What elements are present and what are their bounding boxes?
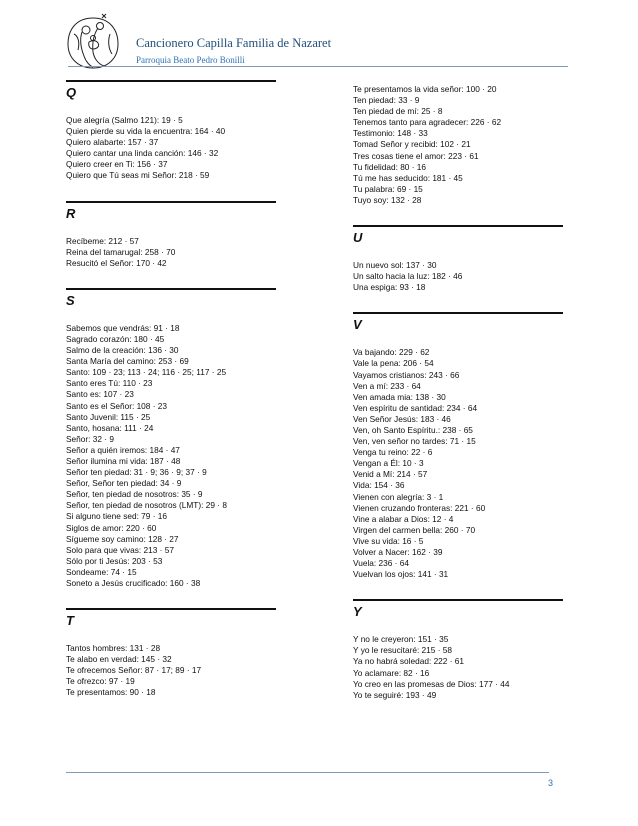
- index-entry: Sígueme soy camino: 128 · 27: [66, 533, 179, 544]
- index-entry: Vengan a Él: 10 · 3: [353, 458, 424, 469]
- section-s: [66, 288, 276, 589]
- index-entry: Testimonio: 148 · 33: [353, 128, 428, 139]
- index-entry: Una espiga: 93 · 18: [353, 282, 426, 293]
- index-entry: Señor, Señor ten piedad: 34 · 9: [66, 478, 182, 489]
- index-entry: Volver a Nacer: 162 · 39: [353, 547, 443, 557]
- left-column: [66, 80, 276, 699]
- index-entry: Vienen cruzando fronteras: 221 · 60: [353, 502, 486, 513]
- section-heading: Y: [353, 599, 563, 620]
- index-entry: Ven Señor Jesús: 183 · 46: [353, 413, 451, 424]
- index-entry: Te ofrecemos Señor: 87 · 17; 89 · 17: [66, 665, 202, 676]
- index-entry: Ven, ven señor no tardes: 71 · 15: [353, 436, 476, 447]
- section-v: [353, 312, 563, 580]
- section-t-continued: [353, 84, 563, 206]
- index-entry: Salmo de la creación: 136 · 30: [66, 345, 179, 356]
- index-entry: Señor ten piedad: 31 · 9; 36 · 9; 37 · 9: [66, 467, 207, 478]
- index-entry: Tu fidelidad: 80 · 16: [353, 161, 427, 172]
- index-entry: Un nuevo sol: 137 · 30: [353, 260, 437, 271]
- index-entry: Siglos de amor: 220 · 60: [66, 522, 157, 533]
- index-entry: Yo creo en las promesas de Dios: 177 · 44: [353, 678, 510, 689]
- index-entry: Santo, hosana: 111 · 24: [66, 422, 154, 433]
- index-entry: Vida: 154 · 36: [353, 480, 405, 491]
- section-heading: V: [353, 312, 563, 333]
- index-entry: Quien pierde su vida la encuentra: 164 · 40: [66, 126, 226, 137]
- index-entry: Tantos hombres: 131 · 28: [66, 643, 161, 654]
- index-entry: Santa María del camino: 253 · 69: [66, 356, 189, 367]
- index-entry: Soneto a Jesús crucificado: 160 · 38: [66, 578, 201, 588]
- index-entry: Vuelvan los ojos: 141 · 31: [353, 569, 449, 580]
- index-entry: Que alegría (Salmo 121): 19 · 5: [66, 115, 183, 125]
- index-entry: Vienen con alegría: 3 · 1: [353, 491, 444, 502]
- section-u: [353, 225, 563, 293]
- section-heading: S: [66, 288, 276, 309]
- index-entry: Vuela: 236 · 64: [353, 558, 409, 569]
- section-q: [66, 80, 276, 182]
- index-entry: Venga tu reino: 22 · 6: [353, 447, 433, 458]
- section-heading: Q: [66, 80, 276, 101]
- index-entry: Sagrado corazón: 180 · 45: [66, 333, 165, 344]
- index-entry: Vale la pena: 206 · 54: [353, 358, 434, 369]
- index-entry: Ven espíritu de santidad: 234 · 64: [353, 402, 478, 413]
- index-entry: Te presentamos la vida señor: 100 · 20: [353, 84, 497, 94]
- index-entry: Santo eres Tú: 110 · 23: [66, 378, 153, 389]
- right-column: [353, 84, 563, 701]
- index-entry: Tu palabra: 69 · 15: [353, 183, 423, 194]
- index-entry: Tomad Señor y recibid: 102 · 21: [353, 139, 471, 150]
- index-entry: Ven amada mia: 138 · 30: [353, 391, 446, 402]
- index-entry: Y no le creyeron: 151 · 35: [353, 634, 449, 645]
- index-entry: Venid a Mí: 214 · 57: [353, 469, 428, 480]
- index-entry: Un salto hacia la luz: 182 · 46: [353, 271, 463, 282]
- index-entry: Quiero cantar una linda canción: 146 · 32: [66, 148, 219, 159]
- index-entry: Señor a quién iremos: 184 · 47: [66, 444, 180, 455]
- index-entry: Solo para que vivas: 213 · 57: [66, 544, 174, 555]
- index-entry: Ven, oh Santo Espíritu.: 238 · 65: [353, 424, 473, 435]
- holy-family-logo-icon: [62, 12, 124, 72]
- index-entry: Ya no habrá soledad: 222 · 61: [353, 656, 465, 667]
- index-entry: Va bajando: 229 · 62: [353, 347, 430, 358]
- index-entry: Tenemos tanto para agradecer: 226 · 62: [353, 117, 502, 128]
- index-entry: Quiero alabarte: 157 · 37: [66, 137, 159, 148]
- section-t: [66, 608, 276, 698]
- index-entry: Virgen del carmen bella: 260 · 70: [353, 524, 476, 535]
- section-heading: T: [66, 608, 276, 629]
- index-entry: Tuyo soy: 132 · 28: [353, 194, 422, 205]
- index-entry: Sondeame: 74 · 15: [66, 566, 137, 577]
- index-entry: Santo Juvenil: 115 · 25: [66, 411, 151, 422]
- index-entry: Y yo le resucitaré: 215 · 58: [353, 645, 453, 656]
- index-entry: Señor, ten piedad de nosotros (LMT): 29 · 8: [66, 500, 227, 511]
- index-entry: Quiero que Tú seas mi Señor: 218 · 59: [66, 170, 210, 181]
- index-entry: Ven a mí: 233 · 64: [353, 380, 421, 391]
- index-entry: Tú me has seducido: 181 · 45: [353, 172, 463, 183]
- index-entry: Yo te seguiré: 193 · 49: [353, 689, 437, 700]
- index-entry: Vayamos cristianos: 243 · 66: [353, 369, 460, 380]
- index-entry: Te presentamos: 90 · 18: [66, 687, 156, 698]
- section-y: [353, 599, 563, 701]
- index-entry: Señor: 32 · 9: [66, 433, 114, 444]
- section-heading: U: [353, 225, 563, 246]
- page-subtitle: Parroquia Beato Pedro Bonilli: [136, 55, 245, 65]
- section-heading: R: [66, 201, 276, 222]
- index-entry: Tres cosas tiene el amor: 223 · 61: [353, 150, 479, 161]
- section-r: [66, 201, 276, 269]
- index-entry: Señor ilumina mi vida: 187 · 48: [66, 455, 181, 466]
- index-entry: Si alguno tiene sed: 79 · 16: [66, 511, 168, 522]
- index-entry: Reina del tamarugal: 258 · 70: [66, 246, 176, 257]
- index-entry: Vine a alabar a Dios: 12 · 4: [353, 513, 454, 524]
- header-divider: [68, 66, 568, 67]
- index-entry: Santo es el Señor: 108 · 23: [66, 400, 168, 411]
- index-entry: Santo es: 107 · 23: [66, 389, 134, 400]
- index-entry: Recíbeme: 212 · 57: [66, 235, 139, 246]
- index-entry: Quiero creer en Ti: 156 · 37: [66, 159, 168, 170]
- page-title: Cancionero Capilla Familia de Nazaret: [136, 36, 332, 50]
- index-entry: Ten piedad: 33 · 9: [353, 95, 420, 106]
- page-number: 3: [548, 778, 554, 788]
- index-entry: Resucitó el Señor: 170 · 42: [66, 257, 167, 268]
- index-entry: Vive su vida: 16 · 5: [353, 535, 424, 546]
- index-entry: Te ofrezco: 97 · 19: [66, 676, 135, 687]
- index-entry: Santo: 109 · 23; 113 · 24; 116 · 25; 117 · 25: [66, 367, 227, 378]
- index-entry: Te alabo en verdad: 145 · 32: [66, 654, 172, 665]
- index-entry: Sólo por ti Jesús: 203 · 53: [66, 555, 163, 566]
- page-header: [62, 12, 568, 72]
- index-entry: Yo aclamare: 82 · 16: [353, 667, 430, 678]
- footer-divider: [66, 772, 549, 773]
- index-entry: Ten piedad de mí: 25 · 8: [353, 106, 443, 117]
- index-entry: Señor, ten piedad de nosotros: 35 · 9: [66, 489, 203, 500]
- index-entry: Sabemos que vendrás: 91 · 18: [66, 322, 180, 333]
